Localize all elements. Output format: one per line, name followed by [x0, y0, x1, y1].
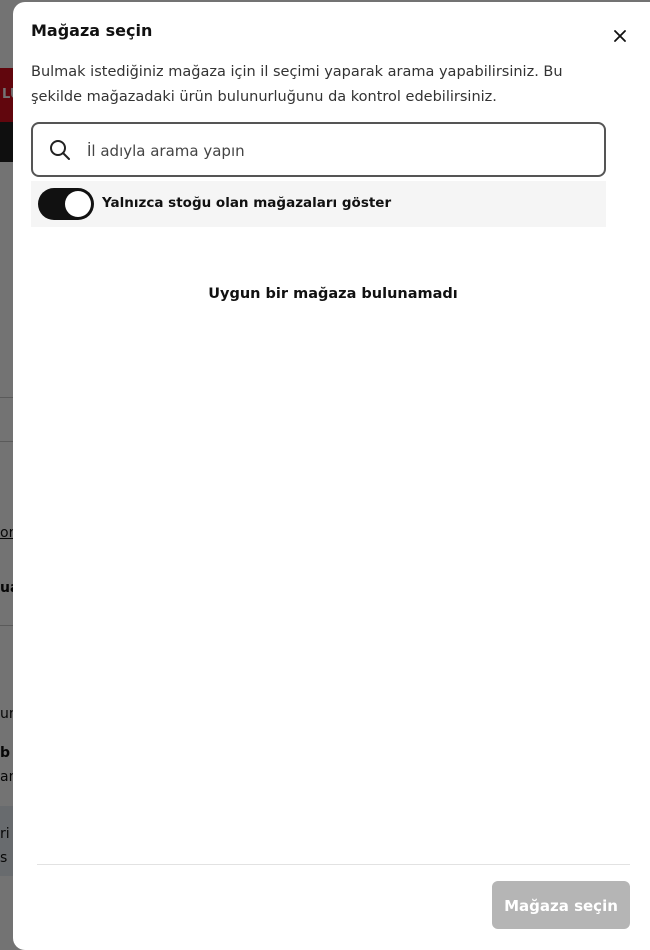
stock-filter-row — [31, 181, 606, 227]
close-icon — [614, 30, 626, 42]
search-icon — [49, 139, 71, 161]
modal-description: Bulmak istediğiniz mağaza için il seçimi yaparak arama yapabilirsiniz. Bu şekilde mağazadaki ürün bulunurluğunu da kontrol edebilirsiniz. — [31, 64, 563, 105]
toggle-knob — [65, 191, 91, 217]
search-input[interactable] — [85, 132, 589, 170]
stock-only-toggle[interactable] — [38, 188, 94, 220]
select-store-button[interactable]: Mağaza seçin — [492, 881, 630, 929]
footer-divider — [37, 864, 630, 865]
store-select-modal — [13, 2, 650, 950]
stock-only-label[interactable]: Yalnızca stoğu olan mağazaları göster — [102, 195, 392, 211]
empty-results-message: Uygun bir mağaza bulunamadı — [208, 286, 458, 302]
close-button[interactable] — [609, 24, 631, 46]
search-field[interactable] — [31, 122, 606, 177]
modal-title: Mağaza seçin — [31, 21, 153, 40]
